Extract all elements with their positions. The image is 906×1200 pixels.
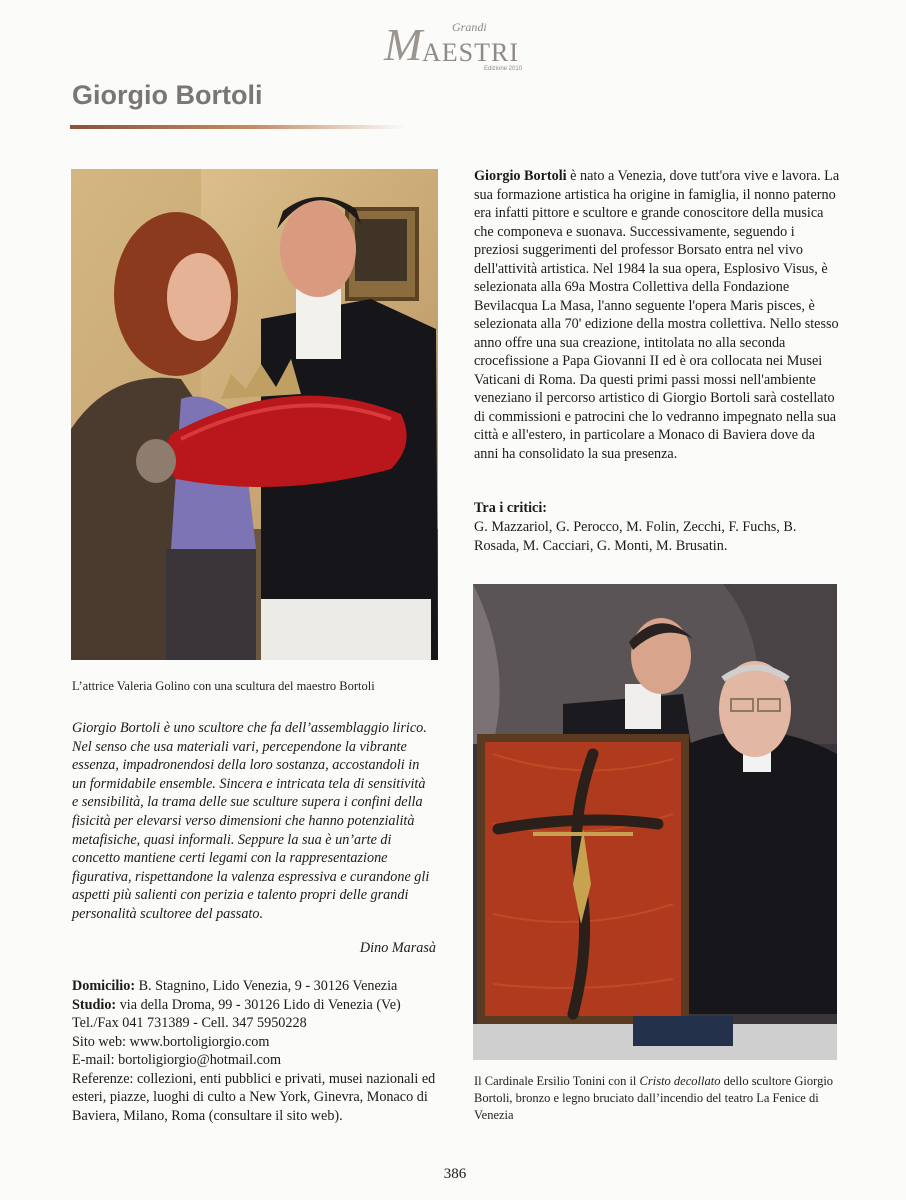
photo-actress-with-sculpture	[71, 169, 438, 660]
photo2-caption	[474, 1073, 844, 1124]
page-title: Giorgio Bortoli	[72, 80, 263, 110]
magazine-logo	[380, 18, 540, 80]
domicilio-label: Domicilio:	[72, 978, 136, 994]
domicilio-value: B. Stagnino, Lido Venezia, 9 - 30126 Venezia	[135, 978, 398, 994]
photo2-caption-post: dello scultore Giorgio Bortoli, bronzo e legno bruciato dall’incendio del teatro La Fenice di Venezia	[474, 1074, 834, 1122]
studio-value: via della Droma, 99 - 30126 Lido di Venezia (Ve)	[116, 996, 401, 1013]
photo2-caption-pre: Il Cardinale Ersilio Tonini con il	[474, 1074, 640, 1088]
email-line: E-mail: bortoligiorgio@hotmail.com	[72, 1052, 282, 1068]
photo-cardinal-with-crucifix	[473, 584, 837, 1060]
domicilio-line	[72, 977, 444, 996]
logo-maestri: AESTRI	[422, 38, 519, 67]
critics-list: G. Mazzariol, G. Perocco, M. Folin, Zecchi, F. Fuchs, B. Rosada, M. Cacciari, G. Monti, M. Brusatin.	[474, 519, 797, 554]
contact-info	[72, 977, 444, 1125]
biography-name: Giorgio Bortoli	[474, 168, 567, 184]
logo-m: M	[384, 19, 423, 70]
critic-quote: Giorgio Bortoli è uno scultore che fa dell’assemblaggio lirico. Nel senso che usa materiali vari, percependone la vibrante essenza, impadronendosi della loro sostanza, accostandoli in un formidabile ensemble. Sincera e intricata tela di sensitività e sensibilità, la trama delle sue sculture supera i confini della fisicità per elevarsi verso dimensioni che hanno potenzialità metafisiche, quasi informali. Seppure la sua è un’arte di concetto mantiene certi legami con la rappresentazione figurativa, rispettandone la valenza espressiva e curandone gli aspetti più salienti con perizia e talento propri delle grandi personalità scultoree del passato.	[72, 720, 430, 922]
studio-label: Studio:	[72, 996, 117, 1013]
photo1-caption: L’attrice Valeria Golino con una scultura del maestro Bortoli	[72, 679, 375, 693]
quote-author: Dino Marasà	[359, 940, 436, 956]
phone-line: Tel./Fax 041 731389 - Cell. 347 5950228	[72, 1015, 307, 1031]
title-underline	[70, 125, 405, 129]
page-number: 386	[443, 1166, 467, 1182]
referenze-line: Referenze: collezioni, enti pubblici e privati, musei nazionali ed esteri, piazze, luoghi di culto a New York, Ginevra, Monaco di Baviera, Milano, Roma (consultare il sito web).	[72, 1070, 436, 1124]
critics-heading: Tra i critici:	[474, 500, 548, 516]
logo-grandi: Grandi	[452, 20, 487, 34]
logo-edition: Edizione 2010	[484, 66, 523, 72]
biography-paragraph	[474, 167, 840, 463]
photo2-caption-work: Cristo decollato	[639, 1074, 721, 1088]
website-line: Sito web: www.bortoligiorgio.com	[72, 1033, 270, 1050]
biography-text: è nato a Venezia, dove tutt'ora vive e lavora. La sua formazione artistica ha origine in famiglia, il nonno paterno era infatti pittore e scultore e grande conoscitore della musica che componeva e suonava. Successivamente, seguendo i preziosi suggerimenti del professor Borsato entra nel vivo dell'attività artistica. Nel 1984 la sua opera, Esplosivo Visus, è selezionata alla 69a Mostra Collettiva della Fondazione Bevilacqua La Masa, l'anno seguente l'opera Maris pisces, è selezionata alla 70' edizione della mostra collettiva. Nello stesso anno offre una sua creazione, intitolata no alla seconda crocefissione a Papa Giovanni II ed è ora collocata nei Musei Vaticani di Roma. Da questi primi passi mossi nell'ambiente veneziano il percorso artistico di Giorgio Bortoli sarà costellato di commissioni e patrocini che lo vedranno impegnato nella sua città e all'estero, in particolare a Monaco di Baviera dove da anni ha consolidato la sua presenza.	[474, 168, 840, 462]
studio-line	[72, 996, 444, 1015]
